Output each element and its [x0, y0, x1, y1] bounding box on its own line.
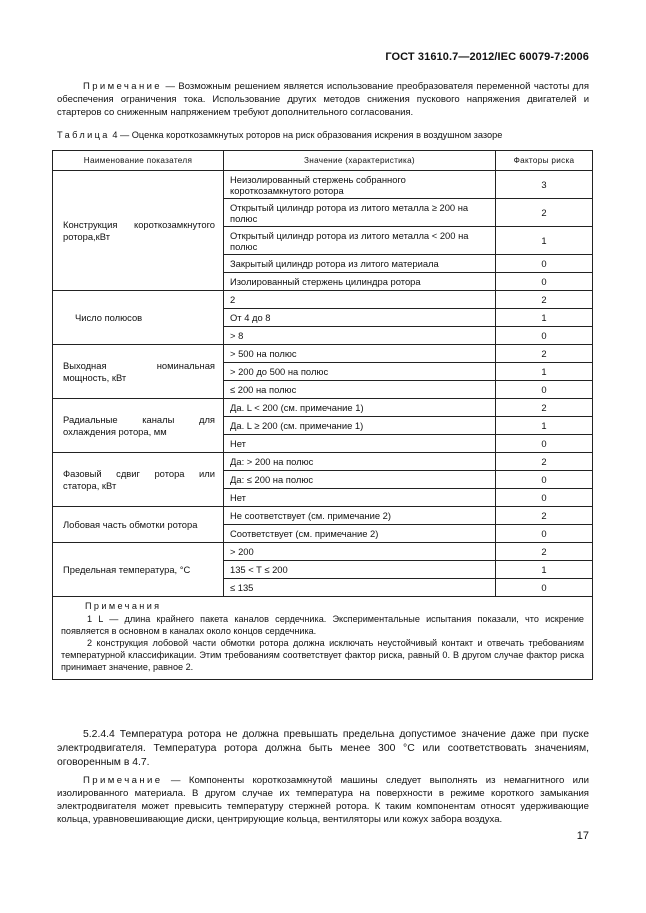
row-risk: 2	[496, 345, 593, 363]
clause-text: 5.2.4.4 Температура ротора не должна превышать предельна допустимое значение даже при пуске электродвигателя. Температура ротора должна быть менее 300 °С или соответствовать значениям, оговоренным в 4.7.	[57, 729, 589, 768]
table-row	[53, 543, 593, 561]
table-row	[53, 171, 593, 199]
row-value: > 200 до 500 на полюс	[224, 363, 496, 381]
row-risk: 0	[496, 435, 593, 453]
row-value: Изолированный стержень цилиндра ротора	[224, 273, 496, 291]
row-risk: 1	[496, 417, 593, 435]
row-value: Неизолированный стержень собранного короткозамкнутого ротора	[224, 171, 496, 199]
row-value: Да. L ≥ 200 (см. примечание 1)	[224, 417, 496, 435]
table-note-1: 1 L — длина крайнего пакета каналов сердечника. Экспериментальные испытания показали, что искрение появляется в основном в каналах около концов сердечника.	[61, 614, 584, 636]
row-risk: 0	[496, 273, 593, 291]
row-value: Нет	[224, 435, 496, 453]
row-risk: 0	[496, 381, 593, 399]
row-risk: 0	[496, 489, 593, 507]
row-value: Да. L < 200 (см. примечание 1)	[224, 399, 496, 417]
group-name: Лобовая часть обмотки ротора	[53, 507, 224, 543]
row-risk: 1	[496, 561, 593, 579]
table-row	[53, 291, 593, 309]
table-row	[53, 399, 593, 417]
row-value: 135 < T ≤ 200	[224, 561, 496, 579]
table-row	[53, 345, 593, 363]
header-value: Значение (характеристика)	[224, 151, 496, 171]
table-caption-label: Таблица	[57, 130, 110, 140]
note-text: — Возможным решением является использование преобразователя переменной частоты для обеспечения ограничения тока. Использование других методов снижения пускового напряжения двигателей и стартеров со сниженным напряжением требуют дополнительного согласования.	[57, 81, 589, 118]
row-risk: 2	[496, 507, 593, 525]
clause-5-2-4-4	[57, 728, 589, 770]
group-name: Радиальные каналы для охлаждения ротора, мм	[53, 399, 224, 453]
row-risk: 2	[496, 399, 593, 417]
row-value: 2	[224, 291, 496, 309]
group-name: Предельная температура, °С	[53, 543, 224, 597]
row-risk: 2	[496, 291, 593, 309]
table-notes-row	[53, 597, 593, 680]
row-value: > 500 на полюс	[224, 345, 496, 363]
note-text: — Компоненты короткозамкнутой машины следует выполнять из немагнитного или изолированного материала. В другом случае их температура на поверхности в режиме короткого замыкания электродвигателя может превысить температуру стержней ротора. К таким компонентам относят удерживающие кольца, уравновешивающие диски, центрирующие кольца, вентиляторы или кожух забора воздуха.	[57, 775, 589, 825]
page-number: 17	[576, 830, 589, 842]
row-risk: 0	[496, 327, 593, 345]
note-label: Примечание	[83, 775, 163, 786]
risk-table	[52, 150, 593, 680]
row-risk: 0	[496, 255, 593, 273]
table-notes	[53, 597, 593, 680]
notes-title: Примечания	[85, 601, 162, 611]
row-value: Открытый цилиндр ротора из литого металла ≥ 200 на полюс	[224, 199, 496, 227]
table-row	[53, 453, 593, 471]
header-risk: Факторы риска	[496, 151, 593, 171]
row-value: Да: ≤ 200 на полюс	[224, 471, 496, 489]
row-value: > 8	[224, 327, 496, 345]
row-risk: 1	[496, 363, 593, 381]
row-value: Не соответствует (см. примечание 2)	[224, 507, 496, 525]
row-value: Закрытый цилиндр ротора из литого материала	[224, 255, 496, 273]
row-risk: 2	[496, 453, 593, 471]
row-value: От 4 до 8	[224, 309, 496, 327]
table-caption-text: 4 — Оценка короткозамкнутых роторов на риск образования искрения в воздушном зазоре	[109, 130, 503, 140]
note-paragraph-2	[57, 774, 589, 826]
row-value: Да: > 200 на полюс	[224, 453, 496, 471]
note-label: Примечание	[83, 81, 162, 92]
row-risk: 3	[496, 171, 593, 199]
row-risk: 2	[496, 199, 593, 227]
row-value: Соответствует (см. примечание 2)	[224, 525, 496, 543]
row-risk: 0	[496, 525, 593, 543]
header-indicator: Наименование показателя	[53, 151, 224, 171]
row-value: Открытый цилиндр ротора из литого металла < 200 на полюс	[224, 227, 496, 255]
group-name: Фазовый сдвиг ротора или статора, кВт	[53, 453, 224, 507]
note-paragraph	[57, 80, 589, 119]
row-value: Нет	[224, 489, 496, 507]
group-name: Выходная номинальная мощность, кВт	[53, 345, 224, 399]
row-value: ≤ 200 на полюс	[224, 381, 496, 399]
row-risk: 1	[496, 227, 593, 255]
standard-header: ГОСТ 31610.7—2012/IEC 60079-7:2006	[385, 51, 589, 63]
group-name: Число полюсов	[53, 291, 224, 345]
row-value: > 200	[224, 543, 496, 561]
group-name: Конструкция короткозамкнутого ротора,кВт	[53, 171, 224, 291]
table-note-2: 2 конструкция лобовой части обмотки ротора должна исключать неустойчивый контакт и отвечать требованиям температурной классификации. Этим требованиям соответствует фактор риска, равный 0. В другом случае фактор риска принимает значение, равное 2.	[61, 638, 584, 672]
row-risk: 2	[496, 543, 593, 561]
row-value: ≤ 135	[224, 579, 496, 597]
table-caption	[57, 129, 597, 141]
table-header-row	[53, 151, 593, 171]
table-row	[53, 507, 593, 525]
row-risk: 1	[496, 309, 593, 327]
row-risk: 0	[496, 579, 593, 597]
row-risk: 0	[496, 471, 593, 489]
